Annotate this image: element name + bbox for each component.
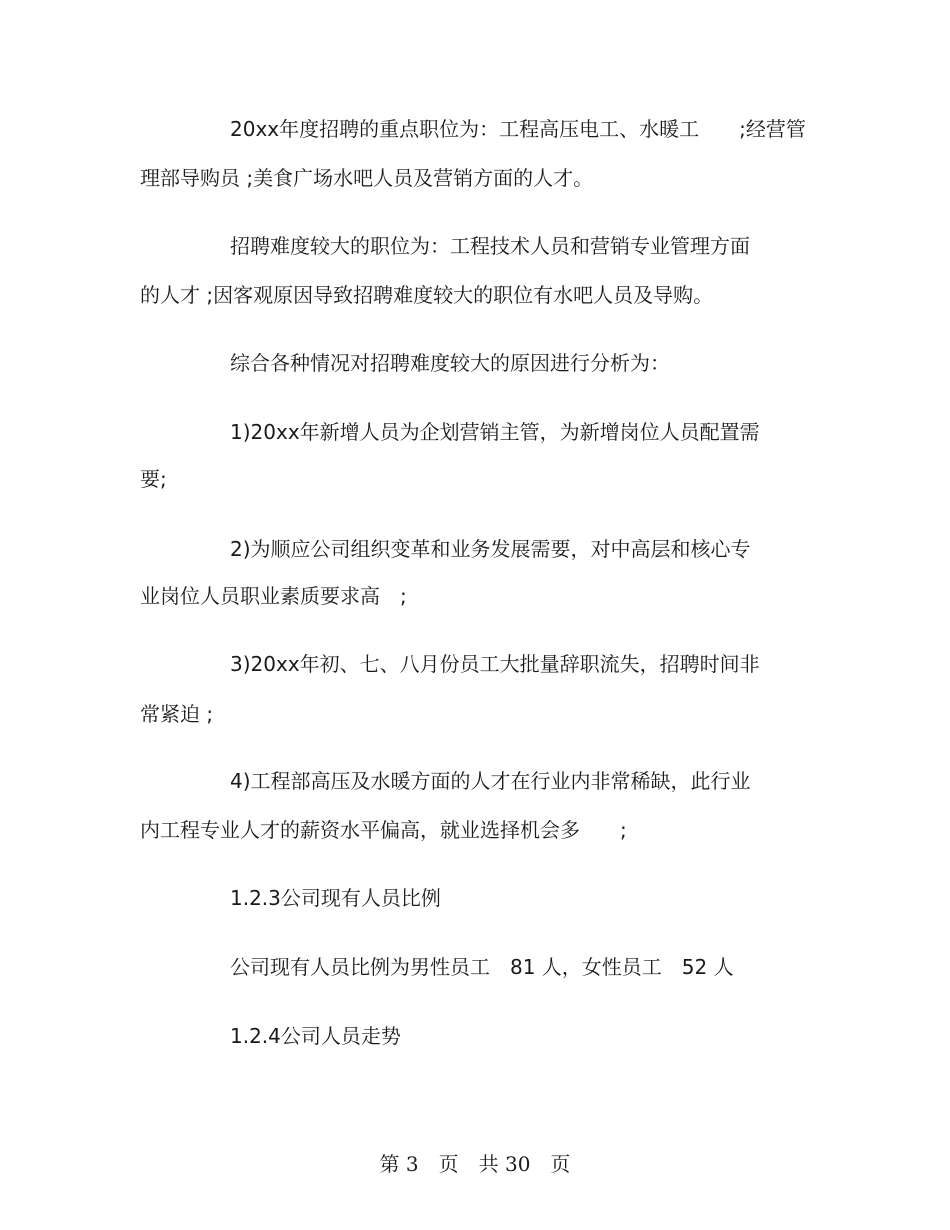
text-line: 要; bbox=[140, 467, 167, 491]
page-footer: 第 3 页 共 30 页 bbox=[379, 1152, 571, 1176]
text-line: 业岗位人员职业素质要求高 ; bbox=[140, 584, 407, 608]
text-line: 综合各种情况对招聘难度较大的原因进行分析为： bbox=[230, 351, 670, 375]
text-line: 2)为顺应公司组织变革和业务发展需要，对中高层和核心专 bbox=[230, 537, 751, 561]
text-line: 4)工程部高压及水暖方面的人才在行业内非常稀缺，此行业 bbox=[230, 769, 751, 793]
text-line: 3)20xx年初、七、八月份员工大批量辞职流失，招聘时间非 bbox=[230, 652, 760, 676]
section-heading: 1.2.3公司现有人员比例 bbox=[230, 886, 441, 910]
text-line: 1)20xx年新增人员为企划营销主管，为新增岗位人员配置需 bbox=[230, 420, 760, 444]
text-line: 理部导购员 ;美食广场水吧人员及营销方面的人才。 bbox=[140, 166, 594, 190]
text-line: 公司现有人员比例为男性员工 81 人，女性员工 52 人 bbox=[230, 955, 734, 979]
text-line: 常紧迫 ; bbox=[140, 702, 214, 726]
section-heading: 1.2.4公司人员走势 bbox=[230, 1024, 401, 1048]
text-line: 招聘难度较大的职位为：工程技术人员和营销专业管理方面 bbox=[230, 234, 750, 258]
text-line: 内工程专业人才的薪资水平偏高，就业选择机会多 ; bbox=[140, 818, 627, 842]
text-line: 20xx年度招聘的重点职位为：工程高压电工、水暖工 ;经营管 bbox=[230, 117, 806, 141]
text-line: 的人才 ;因客观原因导致招聘难度较大的职位有水吧人员及导购。 bbox=[140, 283, 714, 307]
